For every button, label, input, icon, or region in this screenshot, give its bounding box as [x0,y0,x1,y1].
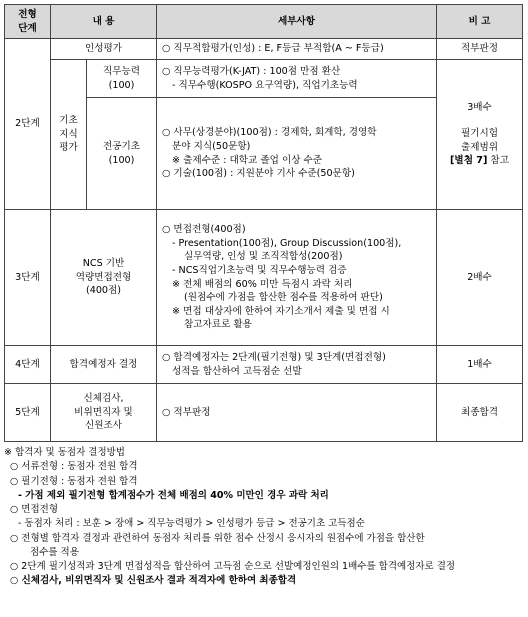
stage3-content-line1: NCS 기반 [82,258,125,270]
stage3-content [51,210,157,346]
stage3-content-line2: 역량면접전형 [75,271,132,283]
row-personality [5,39,523,60]
note-written: ○ 필기전형 : 동점자 전원 합격 [10,475,138,487]
row-job-ability [5,60,523,98]
header-stage-line1: 전형 [18,8,37,20]
job-ability-detail-line1: ○ 직무능력평가(K-JAT) : 100점 만점 환산 [162,65,341,77]
stage2-category [51,60,87,210]
stage3-content-line3: (400점) [85,285,122,297]
note-written-cutoff: - 가점 제외 필기전형 합계점수가 전체 배점의 40% 미만인 경우 과락 처리 [18,489,329,501]
attach-bold: [별첨 7] [450,155,488,167]
stage3-detail-line6: (원점수에 가점을 합산한 점수를 적용하여 판단) [184,292,383,304]
job-ability-detail [157,60,437,98]
stage3-detail-line2: - Presentation(100점), Group Discussion(100점), [172,237,402,249]
personality-detail [157,39,437,60]
tiebreak-notes [4,446,522,589]
stage4-label: 4단계 [5,346,51,384]
stage4-content: 합격예정자 결정 [51,346,157,384]
major-detail-line4: ○ 기술(100점) : 지원분야 기사 수준(50문항) [162,168,355,180]
notes-title: ※ 합격자 및 동점자 결정방법 [4,447,125,458]
note-interview: ○ 면접전형 [10,504,59,515]
stage5-content [51,384,157,442]
stage4-detail-line2: 성적을 합산하여 고득점순 선발 [172,365,302,377]
personality-detail-text: ○ 직무적합평가(인성) : E, F등급 부적합(A ~ F등급) [162,43,384,55]
stage2-multiplier: 3배수 [467,102,492,114]
stage5-content-line2: 비위면직자 및 [74,406,133,418]
stage5-detail [157,384,437,442]
note-score-calc: ○ 전형별 합격자 결정과 관련하여 동점자 처리를 위한 점수 산정시 응시자의 원점수에 가점을 합산한 [10,532,425,544]
stage3-detail-line4: - NCS직업기초능력 및 직무수행능력 검증 [172,264,347,276]
stage2-exam1: 필기시험 [460,127,499,139]
category-line1: 기초 [59,115,78,127]
stage5-content-line1: 신체검사, [83,393,124,405]
header-content: 내 용 [51,5,157,39]
stage5-content-line3: 신원조사 [84,420,123,432]
stage3-detail-line1: ○ 면접전형(400점) [162,224,246,236]
stage3-label: 3단계 [5,210,51,346]
category-line2: 지식 [59,128,78,140]
spacer [437,115,522,127]
stage2-remark [437,60,523,210]
major-points: (100) [108,154,135,166]
row-stage3 [5,210,523,346]
major-title: 전공기초 [102,140,141,152]
row-stage4 [5,346,523,384]
note-score-calc-cont: 점수를 적용 [30,546,79,558]
job-ability-points: (100) [108,79,135,91]
job-ability-detail-line2: - 직무수행(KOSPO 요구역량), 직업기초능력 [172,79,358,91]
stage2-attach [437,154,522,168]
row-stage5 [5,384,523,442]
header-stage-line2: 단계 [18,22,37,34]
note-document: ○ 서류전형 : 동점자 전원 합격 [10,461,138,473]
stage4-remark: 1배수 [437,346,523,384]
major-content [87,98,157,210]
stage5-detail-text: ○ 적부판정 [162,406,211,418]
personality-content: 인성평가 [51,39,157,60]
major-detail [157,98,437,210]
stage5-label: 5단계 [5,384,51,442]
job-ability-content [87,60,157,98]
selection-process-table [4,4,523,442]
attach-rest: 참고 [487,155,509,167]
major-detail-line3: ※ 출제수준 : 대학교 졸업 이상 수준 [172,154,323,166]
stage3-detail-line8: 참고자료로 활용 [184,319,252,331]
stage2-exam2: 출제범위 [460,141,499,153]
header-row [5,5,523,39]
stage5-remark: 최종합격 [437,384,523,442]
category-line3: 평가 [59,142,78,154]
header-remarks: 비 고 [437,5,523,39]
stage4-detail [157,346,437,384]
note-final: ○ 신체검사, 비위면직자 및 신원조사 결과 적격자에 한하여 최종합격 [10,575,297,587]
note-interview-tiebreak: - 동점자 처리 : 보훈 > 장애 > 직무능력평가 > 인성평가 등급 > 전공기초 고득점순 [18,518,365,530]
note-selection: ○ 2단계 필기성적과 3단계 면접성적을 합산하여 고득점 순으로 선발예정인원의 1배수를 합격예정자로 결정 [10,561,456,572]
stage3-detail-line3: 실무역량, 인성 및 조직적합성(200점) [184,251,343,263]
header-details: 세부사항 [157,5,437,39]
major-detail-line1: ○ 사무(상경분야)(100점) : 경제학, 회계학, 경영학 [162,127,377,139]
header-stage [5,5,51,39]
stage3-detail [157,210,437,346]
job-ability-title: 직무능력 [102,65,141,77]
personality-remark: 적부판정 [437,39,523,60]
stage3-detail-line7: ※ 면접 대상자에 한하여 자기소개서 제출 및 면접 시 [172,305,390,317]
stage2-label: 2단계 [5,39,51,210]
stage3-remark: 2배수 [437,210,523,346]
major-detail-line2: 분야 지식(50문항) [172,140,251,152]
stage4-detail-line1: ○ 합격예정자는 2단계(필기전형) 및 3단계(면접전형) [162,351,386,363]
stage3-detail-line5: ※ 전체 배점의 60% 미만 득점시 과락 처리 [172,278,353,290]
